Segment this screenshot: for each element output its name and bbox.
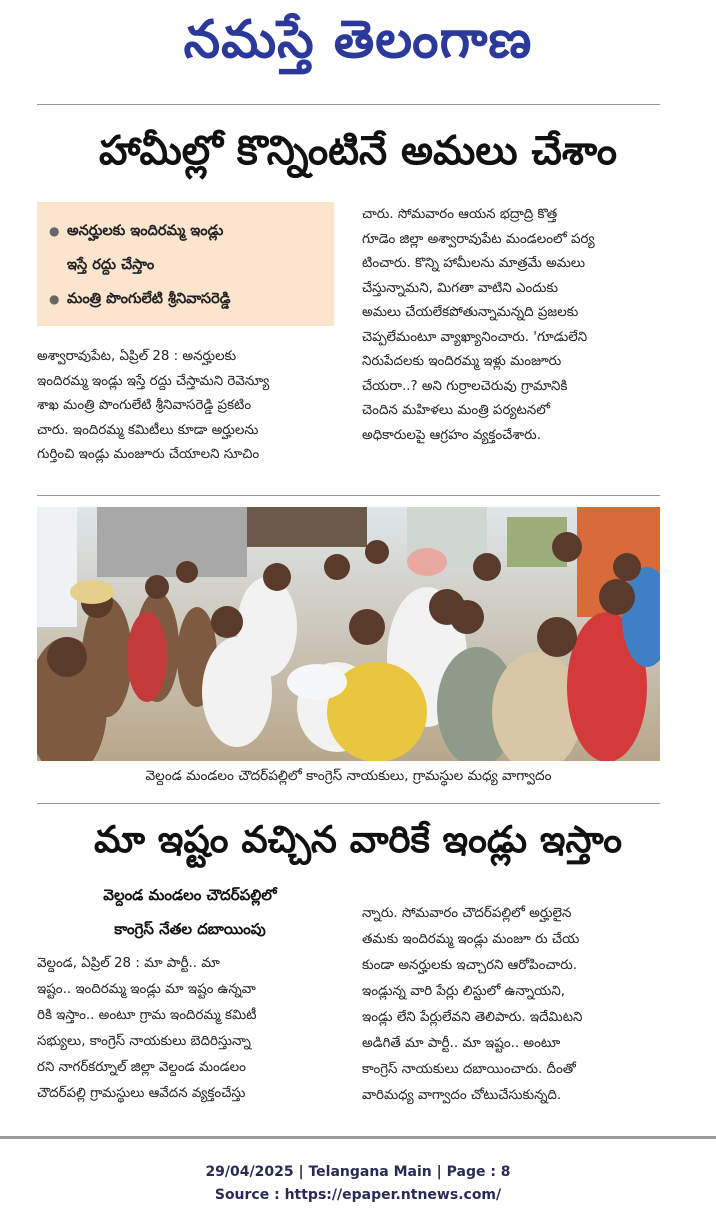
body-line: ఇండ్లున్న వారి పేర్లు లిస్టులో ఉన్నాయని,	[362, 984, 566, 999]
highlight-text-cont: ఇస్తే రద్దు చేస్తాం	[67, 257, 155, 273]
body-line: అధికారులపై ఆగ్రహం వ్యక్తంచేశారు.	[362, 427, 541, 443]
body-line: రికి ఇస్తాం.. అంటూ గ్రామ ఇందిరమ్మ కమిటీ	[37, 1008, 257, 1023]
body-line: కాంగ్రెస్ నాయకులు దబాయించారు. దీంతో	[362, 1062, 576, 1077]
body-line: శాఖ మంత్రి పొంగులేటి శ్రీనివాసరెడ్డి ప్రకటిం	[37, 398, 252, 413]
body-line: టించారు. కొన్ని హామీలను మాత్రమే అమలు	[362, 256, 586, 271]
article-2-headline: మా ఇష్టం వచ్చిన వారికే ఇండ్లు ఇస్తాం	[94, 818, 622, 861]
body-line: ఇష్టం.. ఇందిరమ్మ ఇండ్లు మా ఇష్టం ఉన్నవా	[37, 982, 256, 997]
newspaper-logo: నమస్తే తెలంగాణ	[183, 9, 533, 70]
masthead	[0, 0, 716, 92]
body-line: ఇందిరమ్మ ఇండ్లు ఇస్తే రద్దు చేస్తామని రెవెన్యూ	[37, 373, 270, 389]
article-2-subhead: కాంగ్రెస్ నేతల దబాయింపు	[114, 920, 266, 938]
body-line: గుర్తించి ఇండ్లు మంజూరు చేయాలని సూచిం	[37, 447, 260, 462]
crowd-photo-illustration	[37, 507, 660, 761]
body-line: రని నాగర్‌కర్నూల్ జిల్లా వెల్దండ మండలం	[37, 1060, 246, 1075]
body-line: చౌదర్‌పల్లి గ్రామస్థులు ఆవేదన వ్యక్తంచేస్తు	[37, 1086, 246, 1101]
bullet-icon: ●	[49, 292, 60, 306]
body-line: చేస్తున్నామని, మిగతా వాటిని ఎందుకు	[362, 280, 559, 296]
news-photo	[37, 507, 660, 761]
photo-caption: వెల్దండ మండలం చౌదర్‌పల్లిలో కాంగ్రెస్ నాయకులు, గ్రామస్థుల మధ్య వాగ్వాదం	[145, 768, 552, 784]
body-line: న్నారు. సోమవారం చౌదర్‌పల్లిలో అర్హులైన	[362, 906, 572, 921]
body-line: నిరుపేదలకు ఇందిరమ్మ ఇళ్లు మంజూరు	[362, 354, 562, 369]
body-line: చారు. సోమవారం ఆయన భద్రాద్రి కొత్త	[362, 207, 558, 222]
body-line: తమకు ఇందిరమ్మ ఇండ్లు మంజూ రు చేయ	[362, 932, 580, 947]
body-line: చెందిన మహిళలు మంత్రి పర్యటనలో	[362, 403, 551, 418]
body-line: అడిగితే మా పార్టీ.. మా ఇష్టం.. అంటూ	[362, 1036, 561, 1051]
highlight-item	[49, 282, 326, 316]
section-divider	[37, 803, 660, 804]
body-line: అమలు చేయలేకపోతున్నామన్నది ప్రజలకు	[362, 305, 579, 320]
article-2-subhead: వెల్దండ మండలం చౌదర్‌పల్లిలో	[103, 886, 277, 904]
body-line: చెప్పలేమంటూ వ్యాఖ్యానించారు. 'గూడులేని	[362, 329, 588, 345]
body-line: వెల్దండ, ఏప్రిల్ 28 : మా పార్టీ.. మా	[37, 956, 220, 971]
article-1-headline: హామీల్లో కొన్నింటినే అమలు చేశాం	[98, 128, 618, 174]
body-line: గూడెం జిల్లా అశ్వారావుపేట మండలంలో పర్య	[362, 231, 595, 247]
masthead-divider	[37, 104, 660, 105]
footer-source-link[interactable]: Source : https://epaper.ntnews.com/	[214, 1187, 502, 1203]
highlight-text: మంత్రి పొంగులేటి శ్రీనివాసరెడ్డి	[67, 291, 231, 307]
body-line: వారిమధ్య వాగ్వాదం చోటుచేసుకున్నది.	[362, 1088, 562, 1103]
footer-date-line: 29/04/2025 | Telangana Main | Page : 8	[205, 1164, 511, 1180]
body-line: కుండా అనర్హులకు ఇచ్చారని ఆరోపించారు.	[362, 958, 578, 973]
section-divider	[37, 495, 660, 496]
body-line: ఇండ్లు లేని పేర్లులేవని తెలిపారు. ఇదేమిటని	[362, 1010, 583, 1025]
highlight-item	[49, 214, 326, 248]
article-2-left-column	[37, 951, 335, 1107]
bullet-icon: ●	[49, 224, 60, 238]
footer-divider	[0, 1136, 716, 1139]
article-2-right-column	[362, 901, 660, 1109]
highlight-text: అనర్హులకు ఇందిరమ్మ ఇండ్లు	[67, 223, 224, 239]
body-line: చారు. ఇందిరమ్మ కమిటీలు కూడా అర్హులను	[37, 422, 259, 438]
body-line: అశ్వారావుపేట, ఏప్రిల్ 28 : అనర్హులకు	[37, 349, 237, 364]
article-1-highlights-box	[37, 202, 334, 326]
body-line: సభ్యులు, కాంగ్రెస్ నాయకులు బెదిరిస్తున్నా	[37, 1034, 251, 1049]
body-line: చేయరా..? అని గుర్రాలచెరువు గ్రామానికి	[362, 378, 568, 394]
article-1-left-column	[37, 345, 335, 468]
article-1-right-column	[362, 203, 660, 448]
